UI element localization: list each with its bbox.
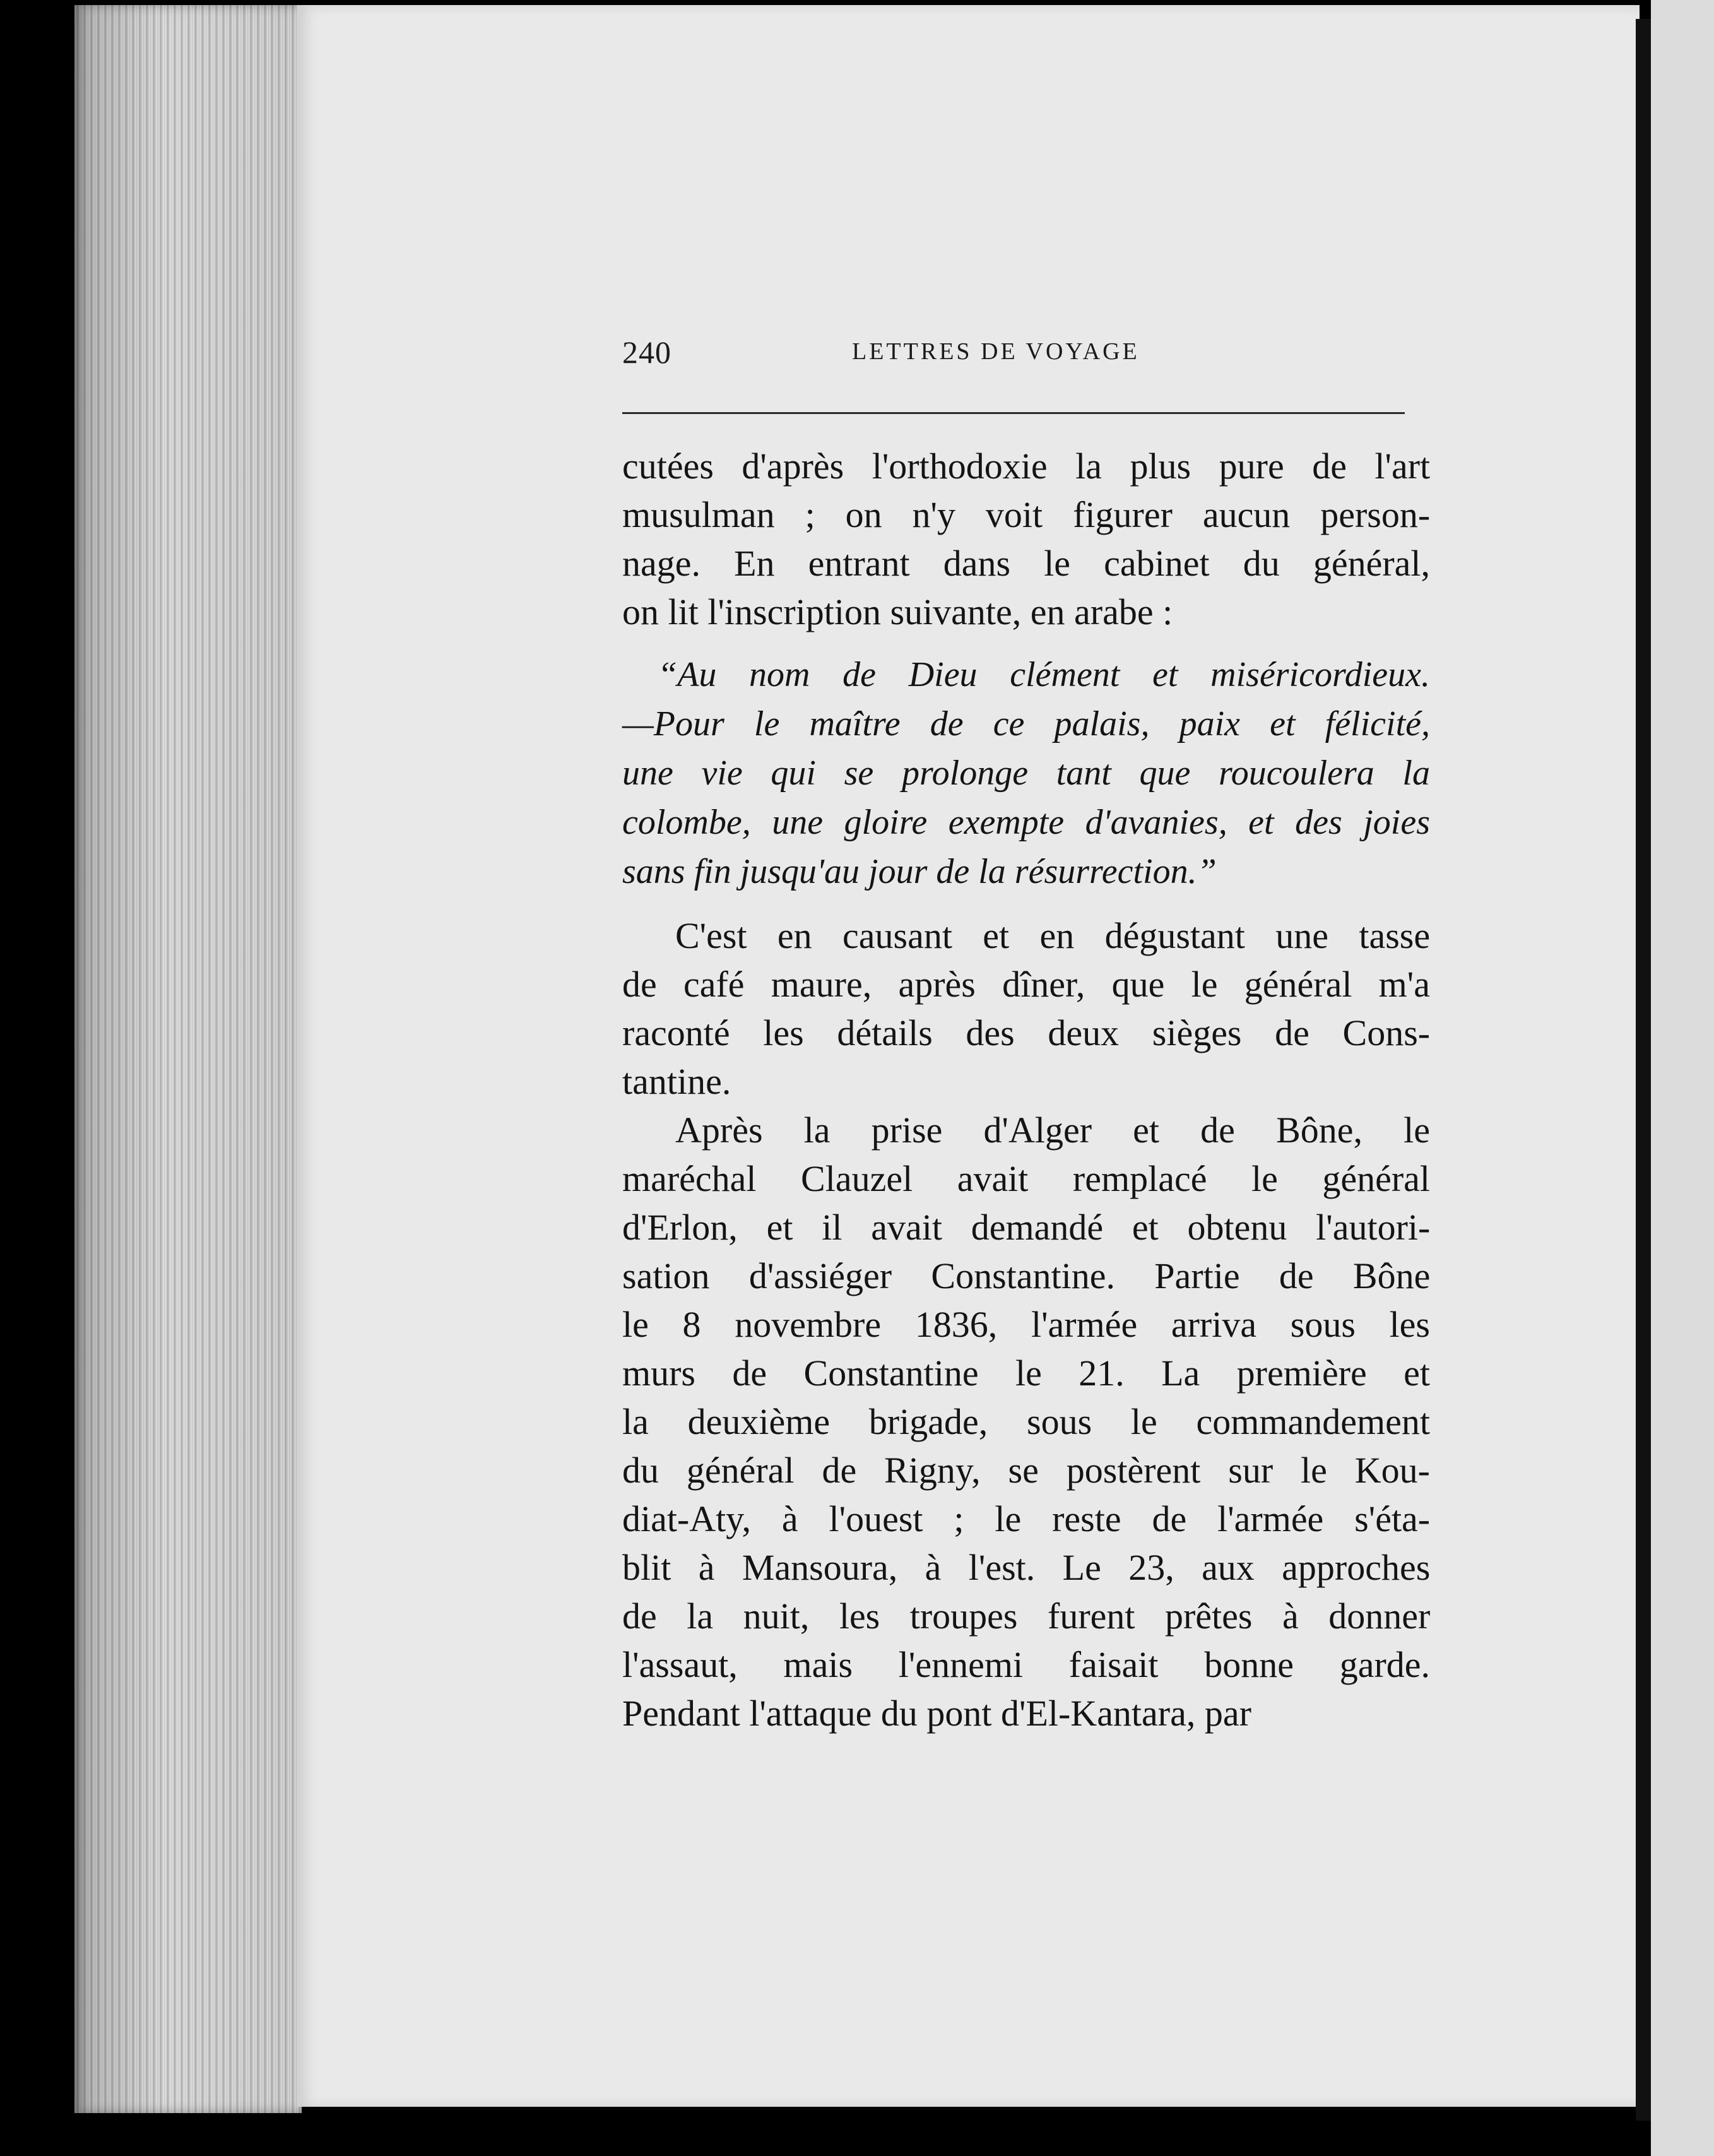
body-text [622,442,1430,1738]
text-line: blit à Mansoura, à l'est. Le 23, aux approches [622,1547,1431,1588]
text-line: tantine. [622,1061,731,1102]
text-line: d'Erlon, et il avait demandé et obtenu l'autori- [622,1207,1431,1248]
text-line: Pendant l'attaque du pont d'El-Kantara, par [622,1693,1251,1734]
text-line: maréchal Clauzel avait remplacé le général [622,1158,1430,1199]
paragraph-3 [622,1106,1430,1738]
text-line: la deuxième brigade, sous le commandement [622,1401,1430,1442]
text-line: musulman ; on n'y voit figurer aucun person- [622,494,1431,535]
facing-page-edge [1651,0,1714,2156]
paragraph-2 [622,911,1430,1106]
text-line: Après la prise d'Alger et de Bône, le [675,1110,1430,1151]
text-line: sation d'assiéger Constantine. Partie de Bône [622,1255,1431,1296]
text-line: nage. En entrant dans le cabinet du général, [622,543,1430,584]
text-line: murs de Constantine le 21. La première et [622,1353,1430,1394]
text-line: cutées d'après l'orthodoxie la plus pure de l'art [622,446,1431,487]
text-line: de la nuit, les troupes furent prêtes à donner [622,1596,1431,1637]
quote-line: colombe, une gloire exempte d'avanies, et des joies [622,803,1430,842]
paragraph-1 [622,442,1430,636]
quote-line: “Au nom de Dieu clément et miséricordieux. [658,655,1430,694]
arabic-inscription-quote [622,650,1430,896]
text-line: C'est en causant et en dégustant une tasse [675,915,1431,956]
text-line: raconté les détails des deux sièges de Cons- [622,1012,1431,1053]
text-line: le 8 novembre 1836, l'armée arriva sous les [622,1304,1430,1345]
text-line: du général de Rigny, se postèrent sur le Kou- [622,1450,1430,1491]
text-line: de café maure, après dîner, que le général m'a [622,964,1430,1005]
page-header [622,331,1190,382]
quote-line: —Pour le maître de ce palais, paix et félicité, [622,704,1430,743]
text-line: l'assaut, mais l'ennemi faisait bonne garde. [622,1644,1430,1685]
running-head: LETTRES DE VOYAGE [852,338,1140,365]
text-line: diat-Aty, à l'ouest ; le reste de l'armée s'éta- [622,1498,1431,1539]
header-rule [622,412,1405,414]
page-number: 240 [622,335,671,370]
quote-line: une vie qui se prolonge tant que roucoulera la [622,754,1430,793]
page-edges [74,5,302,2113]
text-line: on lit l'inscription suivante, en arabe : [622,591,1173,632]
book-spine [1636,19,1651,2121]
quote-line: sans fin jusqu'au jour de la résurrection.” [622,852,1217,891]
